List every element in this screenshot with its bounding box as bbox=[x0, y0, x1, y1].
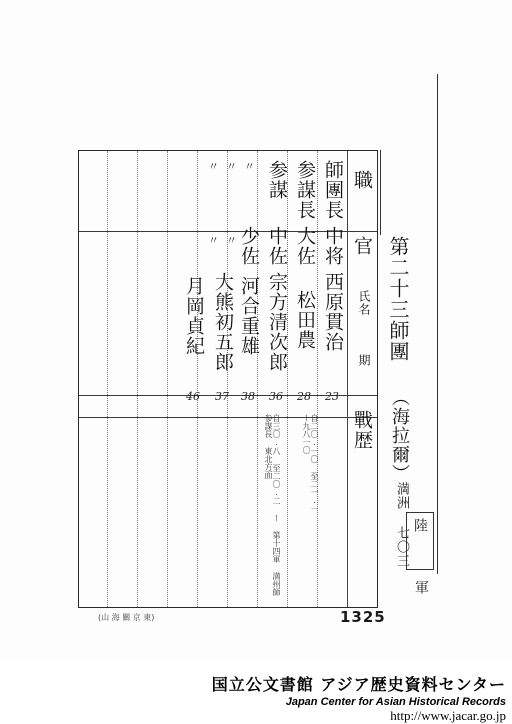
row-1-name: 西原貫治 bbox=[322, 272, 344, 352]
archive-stamp: (山 海 關 京 東) bbox=[98, 613, 155, 622]
row-6-rank: 〃 bbox=[208, 234, 219, 247]
row-5-age: 37 bbox=[215, 390, 229, 403]
row-4-age: 38 bbox=[241, 390, 255, 403]
row-1-post: 師團長 bbox=[322, 160, 344, 220]
row-separator bbox=[287, 151, 288, 607]
unit-subtitle: （海拉爾） bbox=[389, 388, 410, 483]
page-number: 1325 bbox=[340, 608, 386, 626]
age-divider bbox=[79, 417, 377, 418]
right-frame-line bbox=[437, 74, 438, 574]
column-header-career: 戰歴 bbox=[351, 410, 373, 450]
row-5-post: 〃 bbox=[226, 160, 237, 173]
row-2-age: 28 bbox=[297, 390, 311, 403]
row-separator bbox=[137, 151, 138, 607]
row-4-rank: 少佐 bbox=[238, 226, 260, 266]
tab-label-bottom: 軍 bbox=[413, 580, 429, 595]
row-5-rank: 〃 bbox=[226, 234, 237, 247]
column-header-rank: 官 bbox=[351, 236, 373, 256]
row-separator bbox=[227, 151, 228, 607]
row-3-post: 参謀 bbox=[266, 160, 288, 200]
row-separator bbox=[197, 151, 198, 607]
row-2-career: 自二〇.一〇 至二一.一 ー九八一〇 bbox=[302, 414, 319, 513]
column-header-age: 期 bbox=[357, 354, 371, 367]
row-separator bbox=[107, 151, 108, 607]
row-6-post: 〃 bbox=[208, 160, 219, 173]
row-2-name: 松田農 bbox=[294, 290, 316, 350]
row-separator bbox=[167, 151, 168, 607]
row-3-age: 36 bbox=[269, 390, 283, 403]
tab-label-top: 陸 bbox=[412, 518, 428, 533]
row-separator bbox=[317, 151, 318, 607]
column-header-post: 職 bbox=[351, 170, 373, 190]
archive-credit bbox=[212, 672, 506, 724]
row-1-age: 23 bbox=[325, 390, 339, 403]
row-2-post: 参謀長 bbox=[294, 160, 316, 220]
row-6-name: 月岡貞紀 bbox=[183, 276, 205, 356]
unit-title: 第二十三師團 bbox=[386, 236, 410, 362]
row-2-rank: 大佐 bbox=[294, 226, 316, 266]
row-5-name: 大熊初五郎 bbox=[212, 272, 234, 372]
row-3-name: 宗方清次郎 bbox=[266, 272, 288, 372]
row-separator bbox=[257, 151, 258, 607]
archive-name-en: Japan Center for Asian Historical Records bbox=[285, 696, 506, 708]
row-4-name: 河合重雄 bbox=[238, 276, 260, 356]
archive-name-ja: 国立公文書館 アジア歴史資料センター bbox=[211, 675, 506, 694]
archive-url[interactable]: http://www.jacar.go.jp bbox=[390, 708, 506, 723]
row-1-rank: 中将 bbox=[322, 226, 344, 266]
header-column-separator bbox=[347, 151, 348, 607]
row-3-career: 自三〇.八 至二〇.二 ー 第十四軍 満州師 参謀長 東北方面 bbox=[264, 414, 281, 596]
date-note: 満洲 七〇三 bbox=[394, 482, 409, 568]
row-3-rank: 中佐 bbox=[266, 226, 288, 266]
right-frame-line-inner bbox=[380, 150, 381, 235]
row-4-post: 〃 bbox=[244, 160, 255, 173]
row-6-age: 46 bbox=[186, 390, 200, 403]
column-header-name: 氏名 bbox=[357, 290, 371, 316]
